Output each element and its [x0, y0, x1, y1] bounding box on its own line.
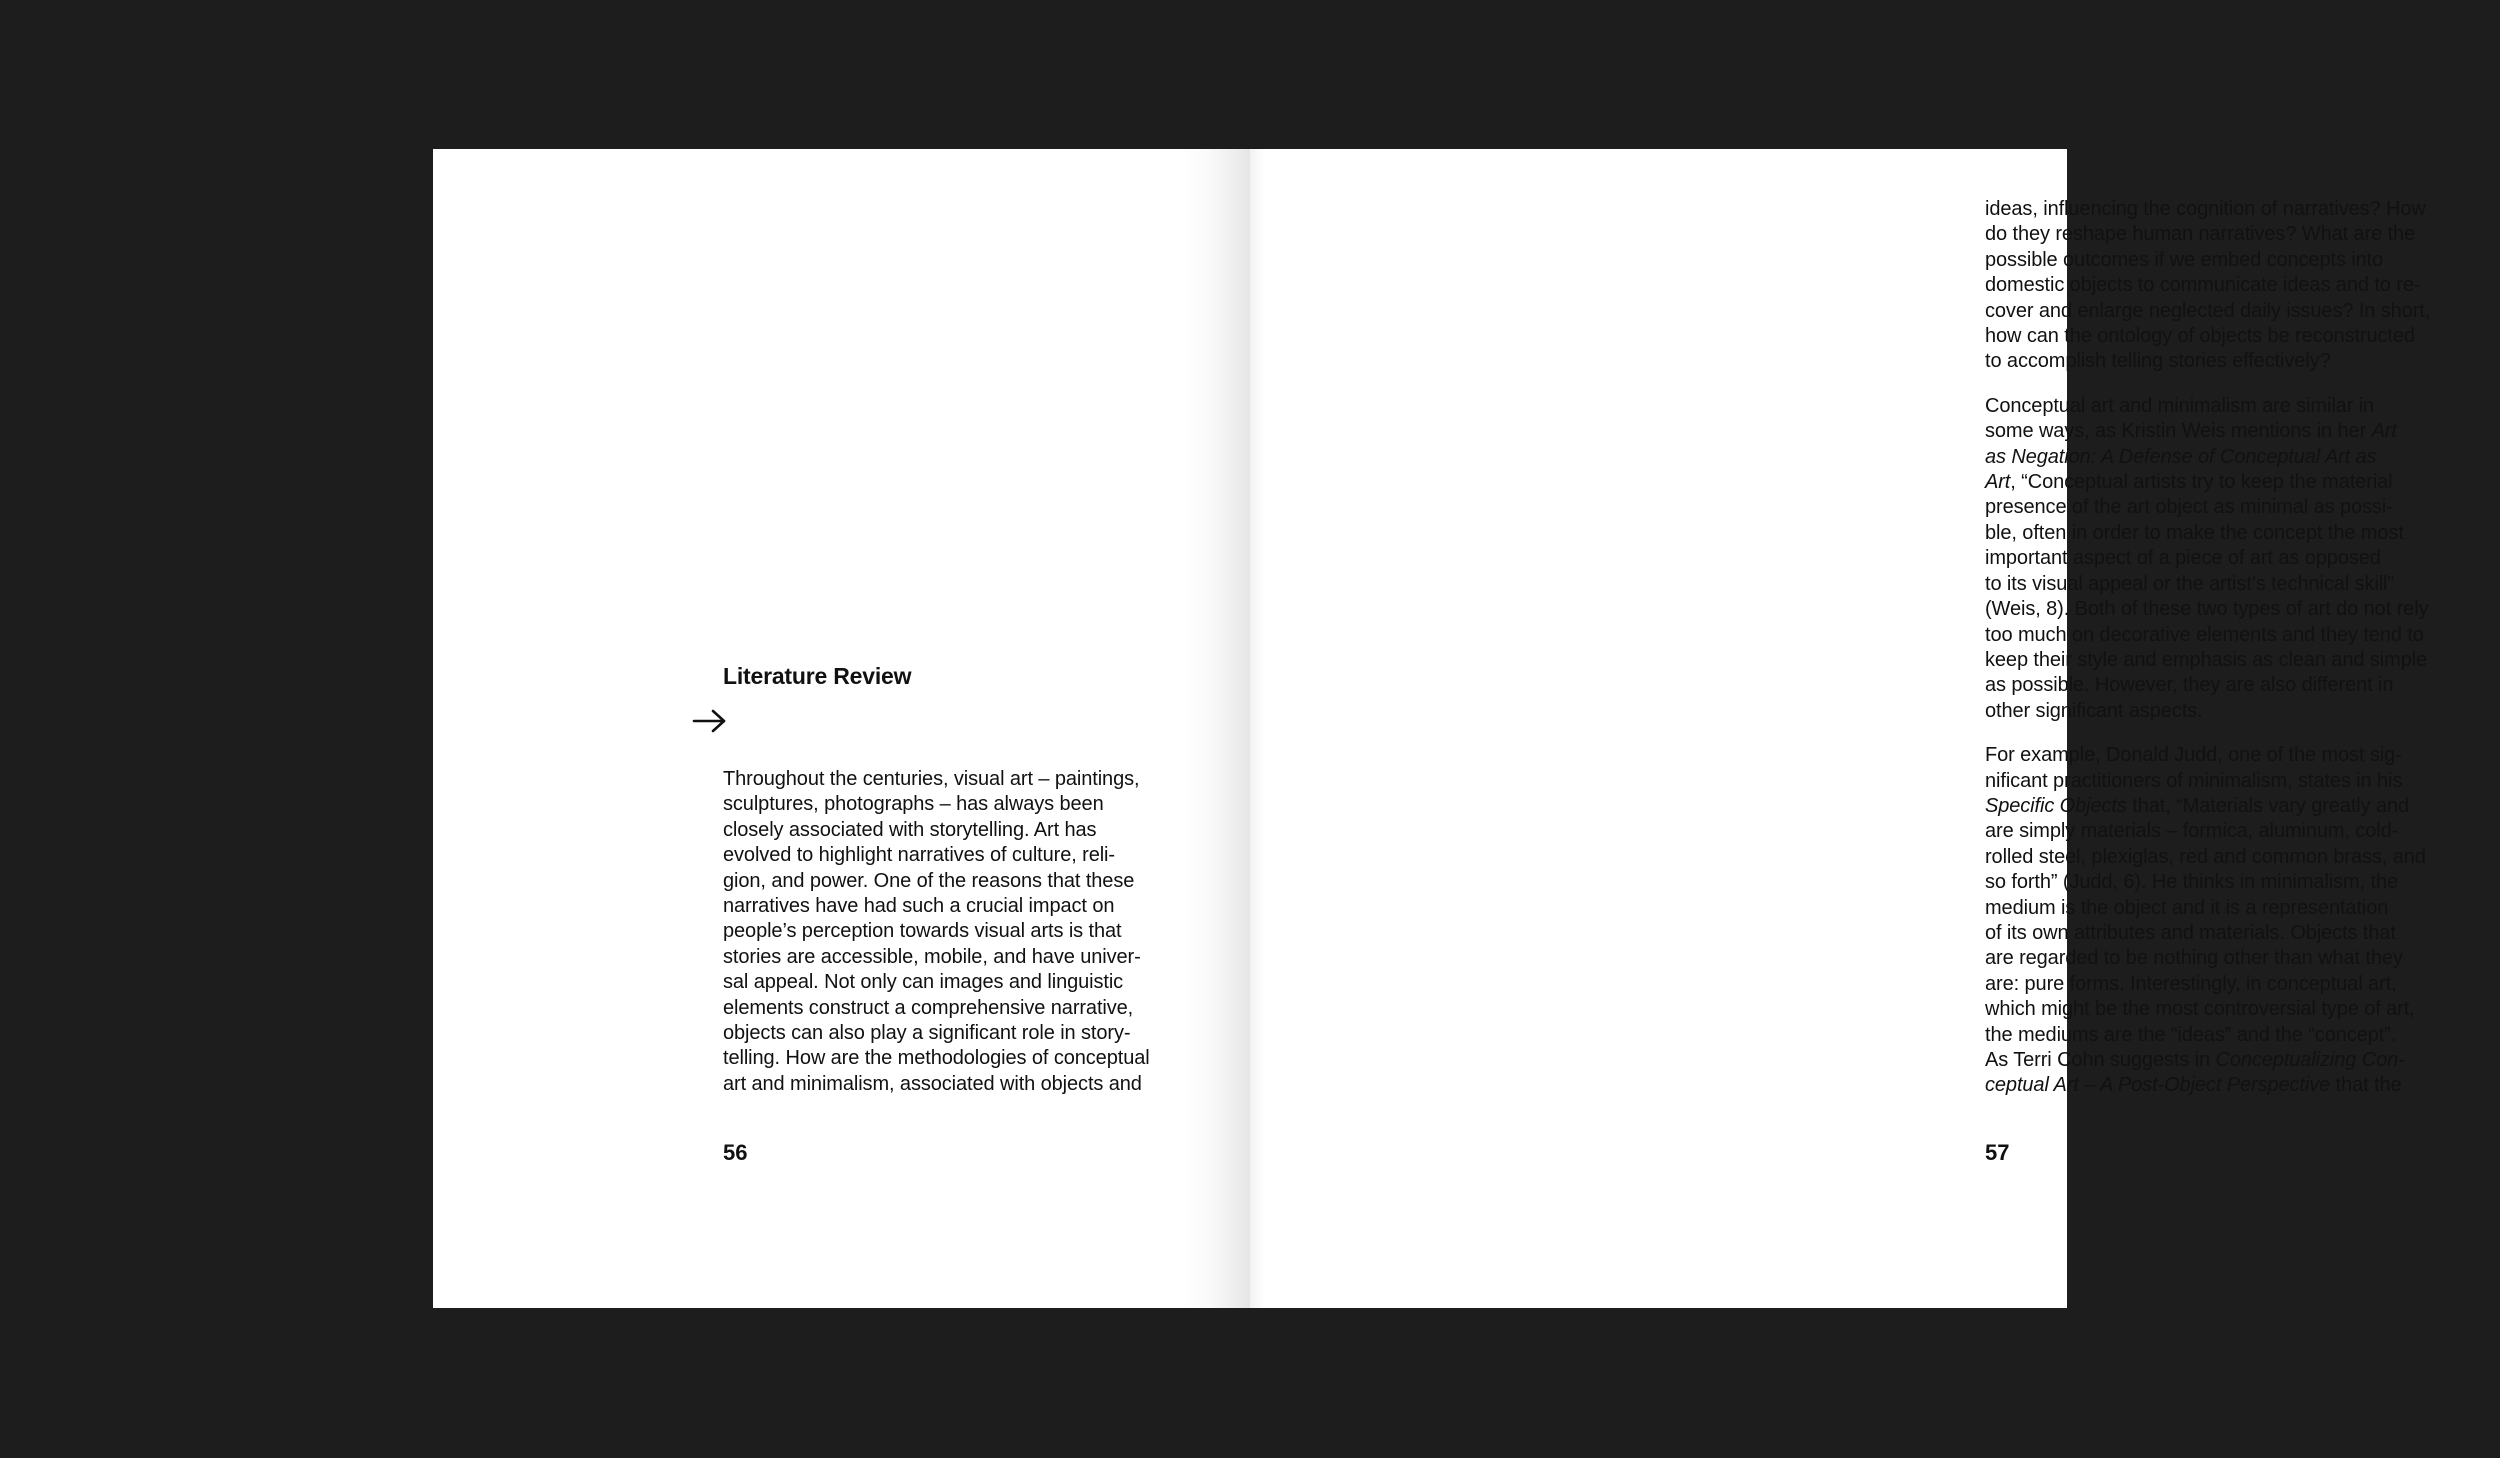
text-line: objects can also play a significant role in story- [723, 1022, 1131, 1045]
section-heading: Literature Review [723, 663, 912, 689]
body-paragraph [1985, 394, 2455, 724]
text-line: of its own attributes and materials. Objects that [1985, 921, 2396, 944]
text-line: domestic objects to communicate ideas and to re- [1985, 274, 2421, 297]
text-line: Conceptual art and minimalism are similar in [1985, 394, 2375, 417]
text-line [1985, 1073, 2455, 1098]
text-line [1985, 445, 2455, 470]
book-title: ceptual Art – A Post-Object Perspective [1985, 1074, 2331, 1097]
text-run: some ways, as Kristin Weis mentions in her [1985, 420, 2372, 443]
text-line: to accomplish telling stories effectively? [1985, 350, 2331, 373]
text-line [1985, 419, 2455, 444]
text-line: are simply materials – formica, aluminum, cold- [1985, 820, 2399, 843]
book-title: Art [2371, 420, 2397, 443]
text-line: how can the ontology of objects be reconstructed [1985, 325, 2415, 348]
text-line: possible outcomes if we embed concepts into [1985, 248, 2384, 271]
text-line: the mediums are the “ideas” and the “concept”. [1985, 1023, 2397, 1046]
text-line: gion, and power. One of the reasons that these [723, 869, 1135, 892]
text-line: telling. How are the methodologies of conceptual [723, 1047, 1150, 1070]
text-run: As Terri Cohn suggests in [1985, 1049, 2216, 1071]
body-paragraph [1985, 743, 2455, 1099]
text-line: evolved to highlight narratives of culture, reli- [723, 844, 1115, 867]
text-line: rolled steel, plexiglas, red and common brass, and [1985, 845, 2426, 868]
text-line: as possible. However, they are also different in [1985, 674, 2394, 697]
book-title: Art [1985, 471, 2011, 494]
text-line: nificant practitioners of minimalism, states in his [1985, 769, 2403, 792]
text-line: sal appeal. Not only can images and linguistic [723, 971, 1124, 994]
book-title: as Negation: A Defense of Conceptual Art as [1985, 445, 2377, 468]
gutter-shadow [1180, 149, 1250, 1308]
text-line: sculptures, photographs – has always been [723, 793, 1104, 816]
text-line: closely associated with storytelling. Art has [723, 818, 1097, 841]
right-arrow-icon [691, 707, 729, 735]
text-line: cover and enlarge neglected daily issues? In short, [1985, 299, 2431, 322]
page-number-left: 56 [723, 1140, 748, 1165]
text-line: presence of the art object as minimal as possi- [1985, 496, 2393, 519]
left-body-text [723, 767, 1193, 1097]
text-line: to its visual appeal or the artist’s technical skill” [1985, 572, 2394, 595]
text-line: ble, often in order to make the concept the most [1985, 521, 2404, 544]
gutter-shadow [1250, 149, 1264, 1308]
text-line: which might be the most controversial type of art, [1985, 998, 2415, 1021]
text-line: too much on decorative elements and they tend to [1985, 623, 2424, 646]
text-line: stories are accessible, mobile, and have univer- [723, 945, 1141, 968]
text-line: medium is the object and it is a representation [1985, 896, 2389, 919]
text-line: elements construct a comprehensive narrative, [723, 996, 1134, 1019]
text-line: narratives have had such a crucial impact on [723, 895, 1115, 918]
text-line: other significant aspects. [1985, 699, 2203, 722]
text-line: art and minimalism, associated with objects and [723, 1072, 1142, 1095]
text-line: important aspect of a piece of art as opposed [1985, 547, 2381, 570]
right-body-text [1985, 197, 2455, 1099]
text-line: are regarded to be nothing other than what they [1985, 947, 2403, 970]
text-line: people’s perception towards visual arts is that [723, 920, 1122, 943]
text-run: that the [2330, 1074, 2402, 1097]
text-line: For example, Donald Judd, one of the most sig- [1985, 744, 2402, 767]
book-spread [433, 149, 2431, 1308]
body-paragraph [1985, 197, 2455, 375]
text-line: ideas, influencing the cognition of narratives? How [1985, 198, 2426, 220]
text-line: are: pure forms. Interestingly, in conceptual art, [1985, 972, 2397, 995]
text-run: , “Conceptual artists try to keep the material [2010, 471, 2393, 494]
left-page [433, 149, 1250, 1308]
body-paragraph [723, 767, 1193, 1097]
text-line [1985, 470, 2455, 495]
text-line [1985, 1048, 2455, 1073]
text-line: keep their style and emphasis as clean and simple [1985, 648, 2428, 671]
right-page [1250, 149, 2431, 1308]
text-line [1985, 794, 2455, 819]
page-number-right: 57 [1985, 1140, 2010, 1165]
text-line: Throughout the centuries, visual art – paintings, [723, 768, 1140, 790]
book-title: Conceptualizing Con- [2215, 1049, 2405, 1071]
text-line: do they reshape human narratives? What are the [1985, 223, 2416, 246]
text-run: that, “Materials vary greatly and [2126, 794, 2410, 817]
book-title: Specific Objects [1985, 794, 2127, 817]
text-line: (Weis, 8). Both of these two types of art do not rely [1985, 598, 2429, 621]
text-line: so forth” (Judd, 6). He thinks in minimalism, the [1985, 871, 2399, 894]
